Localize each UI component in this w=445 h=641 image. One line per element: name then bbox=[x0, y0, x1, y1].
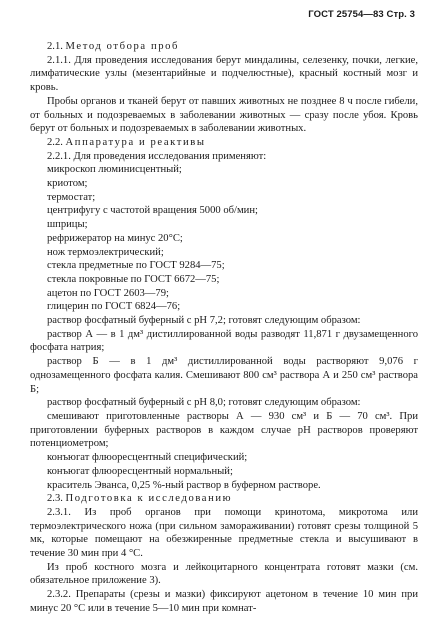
reagent-item: краситель Эванса, 0,25 %-ный раствор в буферном растворе. bbox=[47, 479, 321, 491]
reagent-item: конъюгат флюоресцентный специфический; bbox=[47, 452, 248, 464]
document-body bbox=[30, 40, 418, 616]
equipment-item: термостат; bbox=[47, 191, 96, 203]
standard-number: ГОСТ 25754—83 bbox=[308, 9, 384, 20]
equipment-item: рефрижератор на минус 20°С; bbox=[47, 232, 183, 244]
section-heading-2-1: 2.1. Метод отбора проб bbox=[47, 41, 180, 52]
page-number: Стр. 3 bbox=[386, 9, 415, 20]
paragraph-2-2-1: 2.2.1. Для проведения исследования применяют: bbox=[47, 150, 267, 162]
paragraph-buffer-8-0: раствор фосфатный буферный с pH 8,0; готовят следующим образом: bbox=[47, 397, 361, 409]
equipment-item: криотом; bbox=[47, 178, 88, 190]
paragraph-solution-b: раствор Б — в 1 дм³ дистиллированной воды растворяют 9,076 г однозамещенного фосфата калия. Смешивают 800 см³ раствора А и 250 см³ раствора Б; bbox=[30, 356, 418, 395]
equipment-item: микроскоп люминисцентный; bbox=[47, 164, 182, 176]
equipment-item: ацетон по ГОСТ 2603—79; bbox=[47, 287, 169, 299]
paragraph-buffer-7-2: раствор фосфатный буферный с pH 7,2; готовят следующим образом: bbox=[47, 315, 361, 327]
equipment-item: шприцы; bbox=[47, 219, 88, 231]
paragraph-sampling-time: Пробы органов и тканей берут от павших животных не позднее 8 ч после гибели, от больных и подозреваемых в заболевании животных — сразу после убоя. Кровь берут от больных и подозреваемых в заболевании животных. bbox=[30, 95, 418, 135]
equipment-item: стекла предметные по ГОСТ 9284—75; bbox=[47, 260, 225, 272]
section-heading-2-3: 2.3. Подготовка к исследованию bbox=[47, 493, 233, 505]
paragraph-2-3-1: 2.3.1. Из проб органов при помощи кринотома, микротома или термоэлектрического ножа (при сильном замораживании) готовят срезы толщиной 5 мк, которые помещают на обезжиренные предметные стекла и высушивают в течение 30 мин при 4 °С. bbox=[30, 506, 418, 560]
page-header bbox=[308, 9, 415, 20]
paragraph-2-1-1: 2.1.1. Для проведения исследования берут миндалины, селезенку, почки, легкие, лимфатические узлы (мезентарийные и подчелюстные), красный костный мозг и кровь. bbox=[30, 54, 418, 94]
paragraph-solution-a: раствор А — в 1 дм³ дистиллированной воды разводят 11,871 г двузамещенного фосфата натрия; bbox=[30, 328, 418, 354]
paragraph-mix: смешивают приготовленные растворы А — 930 см³ и Б — 70 см³. При приготовлении буферных растворов в каждом случае pH растворов проверяют потенциометром; bbox=[30, 410, 418, 450]
equipment-item: глицерин по ГОСТ 6824—76; bbox=[47, 301, 181, 313]
paragraph-bone-marrow: Из проб костного мозга и лейкоцитарного концентрата готовят мазки (см. обязательное приложение 3). bbox=[30, 561, 418, 587]
paragraph-2-3-2: 2.3.2. Препараты (срезы и мазки) фиксируют ацетоном в течение 10 мин при минус 20 °С или в течение 5—10 мин при комнат- bbox=[30, 589, 418, 614]
section-heading-2-2: 2.2. Аппаратура и реактивы bbox=[47, 136, 206, 148]
equipment-item: нож термоэлектрический; bbox=[47, 246, 164, 258]
equipment-item: центрифугу с частотой вращения 5000 об/мин; bbox=[47, 205, 258, 217]
reagent-item: конъюгат флюоресцентный нормальный; bbox=[47, 465, 233, 477]
equipment-item: стекла покровные по ГОСТ 6672—75; bbox=[47, 273, 220, 285]
